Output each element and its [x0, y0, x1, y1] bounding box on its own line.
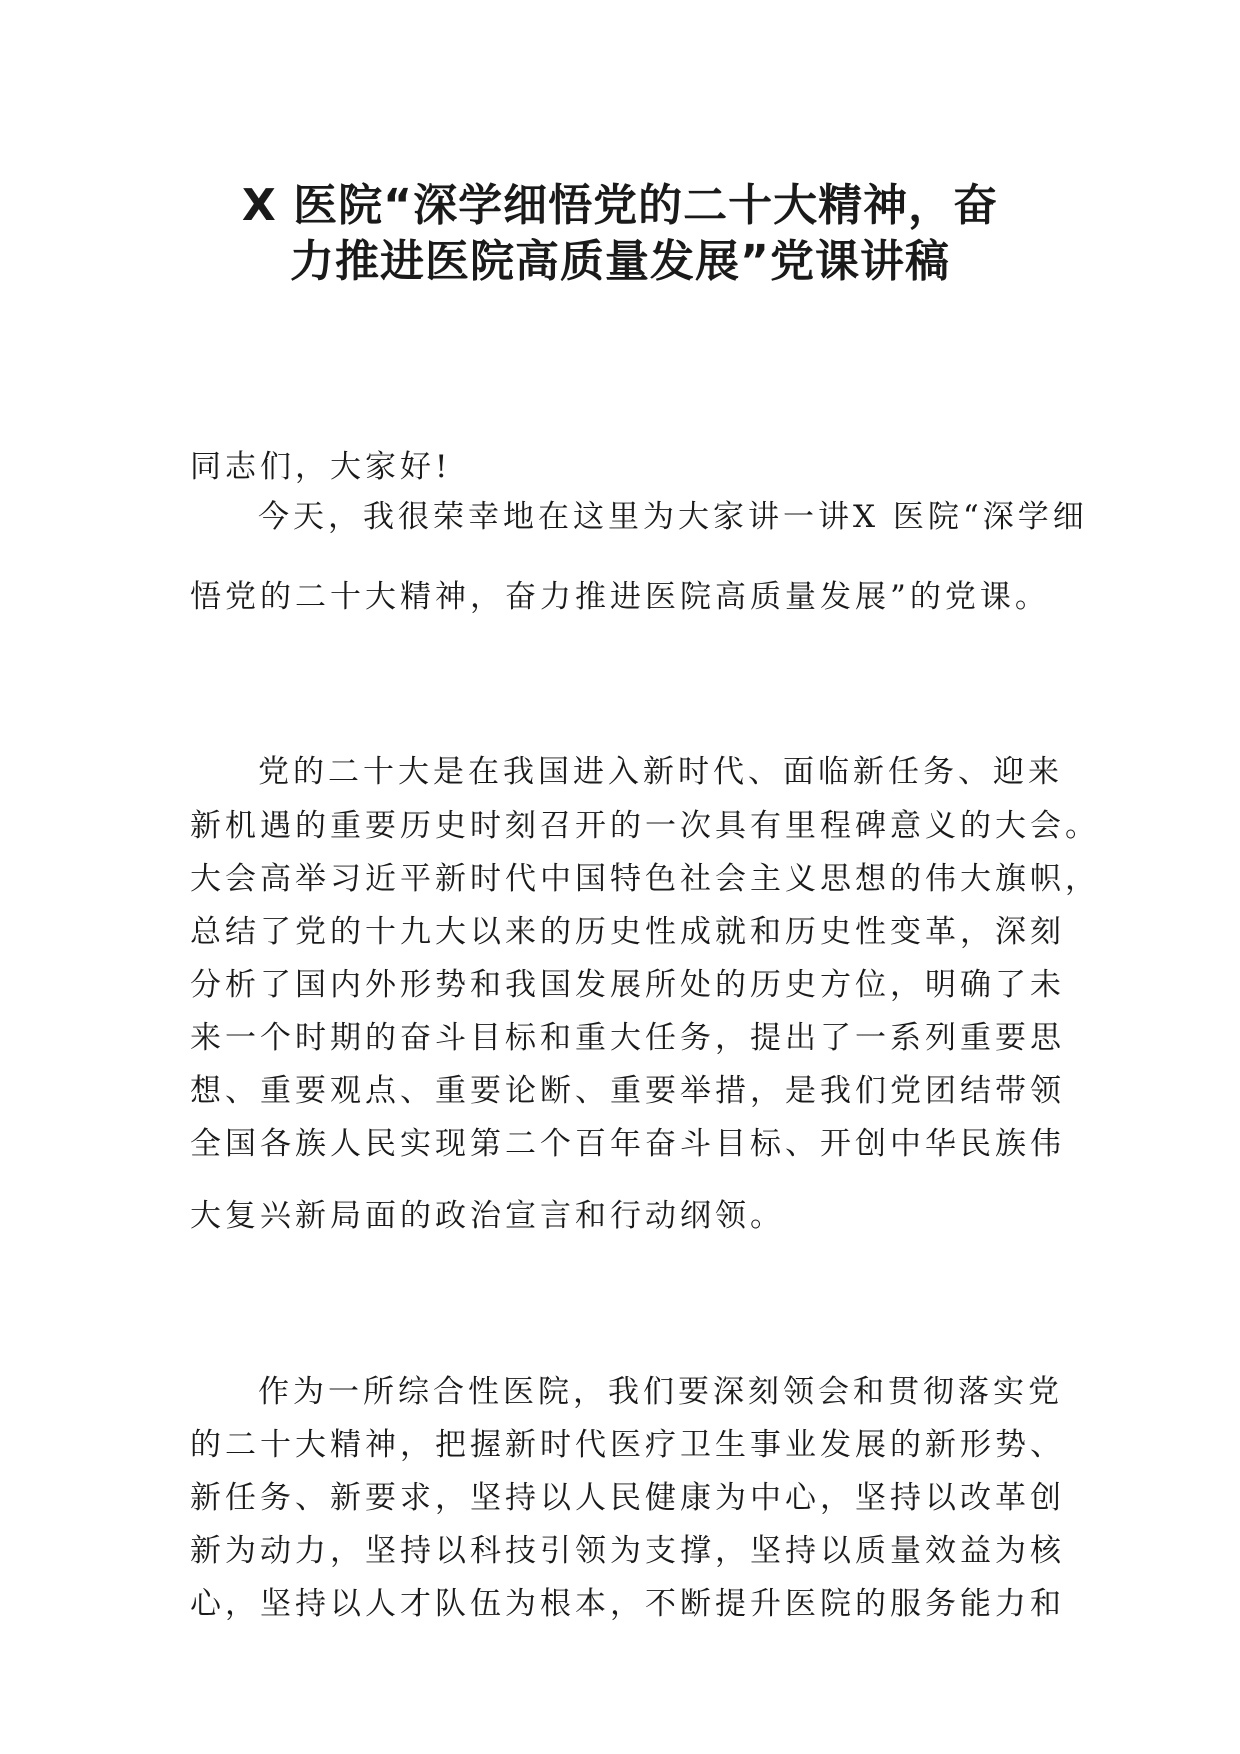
document-title-line-1: X 医院“深学细悟党的二十大精神，奋	[241, 180, 999, 231]
paragraph-2-line: 全国各族人民实现第二个百年奋斗目标、开创中华民族伟	[190, 1126, 1065, 1162]
paragraph-2-line: 想、重要观点、重要论断、重要举措，是我们党团结带领	[190, 1073, 1065, 1109]
paragraph-3-line: 新任务、新要求，坚持以人民健康为中心，坚持以改革创	[190, 1480, 1065, 1516]
paragraph-2-line: 党的二十大是在我国进入新时代、面临新任务、迎来	[258, 754, 1063, 790]
paragraph-2-line: 分析了国内外形势和我国发展所处的历史方位，明确了未	[190, 967, 1065, 1003]
document-title-line-2: 力推进医院高质量发展”党课讲稿	[290, 236, 950, 287]
paragraph-2-line: 总结了党的十九大以来的历史性成就和历史性变革，深刻	[190, 914, 1065, 950]
paragraph-2-line: 来一个时期的奋斗目标和重大任务，提出了一系列重要思	[190, 1020, 1065, 1056]
paragraph-1-line: 悟党的二十大精神，奋力推进医院高质量发展”的党课。	[190, 579, 1050, 615]
paragraph-3-line: 新为动力，坚持以科技引领为支撑，坚持以质量效益为核	[190, 1533, 1065, 1569]
paragraph-2-line: 大会高举习近平新时代中国特色社会主义思想的伟大旗帜，	[190, 861, 1100, 897]
greeting: 同志们，大家好!	[190, 449, 452, 485]
paragraph-2-line: 大复兴新局面的政治宣言和行动纲领。	[190, 1198, 785, 1234]
paragraph-3-line: 的二十大精神，把握新时代医疗卫生事业发展的新形势、	[190, 1427, 1065, 1463]
paragraph-3-line: 作为一所综合性医院，我们要深刻领会和贯彻落实党	[258, 1374, 1063, 1410]
paragraph-3-line: 心，坚持以人才队伍为根本，不断提升医院的服务能力和	[190, 1586, 1065, 1622]
paragraph-1-line: 今天，我很荣幸地在这里为大家讲一讲X 医院“深学细	[258, 499, 1088, 535]
paragraph-2-line: 新机遇的重要历史时刻召开的一次具有里程碑意义的大会。	[190, 808, 1100, 844]
